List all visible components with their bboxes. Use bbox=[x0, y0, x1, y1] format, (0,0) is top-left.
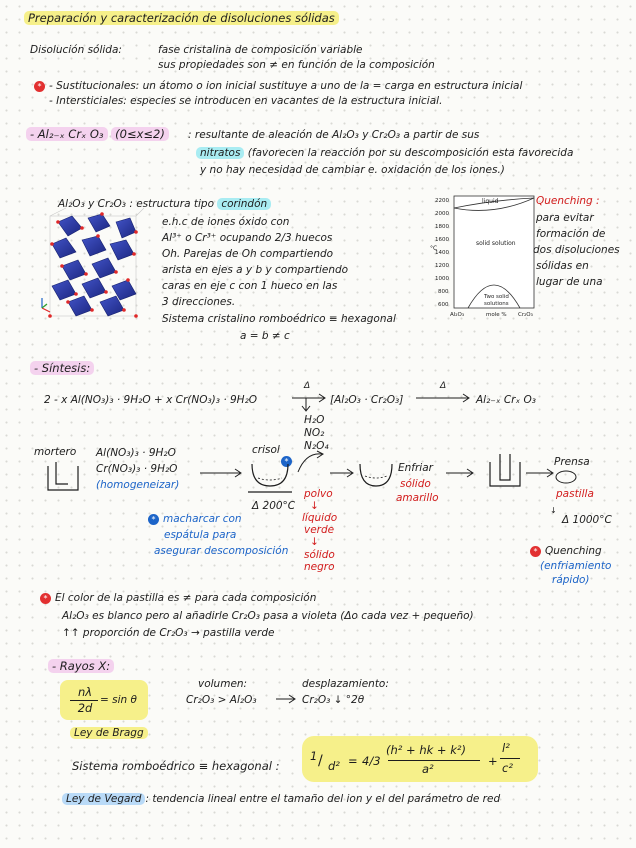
quenching-line1: para evitar bbox=[536, 212, 594, 224]
phase-solutions-label: solutions bbox=[484, 301, 509, 307]
ytick-label: 1200 bbox=[435, 263, 449, 269]
structure-line6: 3 direcciones. bbox=[162, 296, 236, 308]
phase-diagram bbox=[424, 190, 538, 330]
structure-lead: Al₂O₃ y Cr₂O₃ : estructura tipo corindón bbox=[58, 198, 271, 211]
arrow-down-small: ↓ bbox=[550, 506, 557, 515]
definition-line2: sus propiedades son ≠ en función de la composición bbox=[158, 59, 435, 71]
verde-label: verde bbox=[304, 524, 335, 536]
ytick-label: 1400 bbox=[435, 250, 449, 256]
solido-negro-1: sólido bbox=[304, 549, 335, 561]
quenching-line5: lugar de una bbox=[536, 276, 603, 288]
desplazamiento-relation: Cr₂O₃ ↓ °2θ bbox=[302, 694, 365, 706]
ytick-label: 2200 bbox=[435, 198, 449, 204]
formula-plus: + bbox=[488, 754, 498, 768]
formula-denominator: a² bbox=[422, 762, 434, 776]
formula-slash: / bbox=[318, 753, 323, 769]
macharcar-line3: asegurar descomposición bbox=[154, 545, 289, 557]
crisol-label: crisol bbox=[252, 444, 280, 456]
structure-line8: a = b ≠ c bbox=[240, 330, 290, 342]
sintesis-title: - Síntesis: bbox=[30, 362, 94, 375]
quenching-line3: dos disoluciones bbox=[533, 244, 620, 256]
structure-line3: Oh. Parejas de Oh compartiendo bbox=[162, 248, 334, 260]
temp-200: Δ 200°C bbox=[252, 500, 296, 512]
rayos-title: - Rayos X: bbox=[48, 660, 114, 673]
mortero-label: mortero bbox=[34, 446, 77, 458]
macharcar-line1: * macharcar con bbox=[148, 513, 242, 526]
compound-desc1: : resultante de aleación de Al₂O₃ y Cr₂O₃ a partir de sus bbox=[188, 129, 480, 141]
flow-arrow-curve bbox=[296, 450, 326, 474]
pastilla-icon bbox=[554, 470, 580, 484]
ytick-label: 600 bbox=[438, 302, 449, 308]
bragg-rhs: = sin θ bbox=[100, 694, 137, 706]
macharcar-line2: espátula para bbox=[164, 529, 237, 541]
definition-label: Disolución sólida: bbox=[30, 44, 122, 56]
flow-arrow-1 bbox=[200, 468, 244, 478]
note-star-icon: * bbox=[281, 455, 296, 468]
phase-solid-solution-label: solid solution bbox=[476, 240, 516, 247]
definition-line1: fase cristalina de composición variable bbox=[158, 44, 363, 56]
solido-amarillo-2: amarillo bbox=[396, 492, 439, 504]
phase-diagram-plot bbox=[454, 196, 534, 308]
xaxis-mid-label: mole % bbox=[486, 312, 507, 318]
color-line1: * El color de la pastilla es ≠ para cada composición bbox=[40, 592, 316, 605]
structure-line7: Sistema cristalino romboédrico ≡ hexagonal bbox=[162, 313, 396, 325]
color-line3: ↑↑ proporción de Cr₂O₃ → pastilla verde bbox=[62, 627, 275, 639]
crystal-structure-image bbox=[38, 208, 148, 328]
structure-line5: caras en eje c con 1 hueco en las bbox=[162, 280, 338, 292]
vegard-line: Ley de Vegard : tendencia lineal entre el tamaño del ion y el del parámetro de red bbox=[62, 793, 500, 806]
pastilla-label: pastilla bbox=[556, 488, 594, 500]
desplazamiento-label: desplazamiento: bbox=[302, 678, 389, 690]
enfriamiento-label: (enfriamiento bbox=[540, 560, 612, 572]
liquido-label: líquido bbox=[302, 512, 338, 524]
phase-yaxis-unit: °C bbox=[430, 245, 438, 252]
ytick-label: 800 bbox=[438, 289, 449, 295]
page-title: Preparación y caracterización de disoluciones sólidas bbox=[24, 12, 339, 25]
gas-h2o: H₂O bbox=[304, 414, 325, 426]
xaxis-right-label: Cr₂O₃ bbox=[518, 312, 533, 318]
formula-d2: d² bbox=[328, 759, 340, 773]
sistema-label: Sistema romboédrico ≡ hexagonal : bbox=[72, 759, 280, 773]
formula-one: 1 bbox=[310, 749, 318, 763]
quenching-line2: formación de bbox=[536, 228, 606, 240]
sustitucionales-line: * - Sustitucionales: un átomo o ion inicial sustituye a uno de la = carga en estructura inicial bbox=[34, 80, 522, 93]
quenching-line4: sólidas en bbox=[536, 260, 589, 272]
structure-line2: Al³⁺ o Cr³⁺ ocupando 2/3 huecos bbox=[162, 232, 333, 244]
formula-fraction-line bbox=[388, 760, 480, 761]
rapido-label: rápido) bbox=[552, 574, 590, 586]
formula-eq: = bbox=[348, 754, 358, 768]
eq-arrow-2 bbox=[416, 393, 472, 403]
volumen-relation: Cr₂O₃ > Al₂O₃ bbox=[186, 694, 257, 706]
formula-fraction-line-2 bbox=[500, 758, 520, 759]
synthesis-eq-mid: [Al₂O₃ · Cr₂O₃] bbox=[330, 394, 404, 406]
eq-delta-2: Δ bbox=[440, 381, 447, 391]
formula-c2: c² bbox=[502, 761, 513, 775]
volumen-label: volumen: bbox=[198, 678, 248, 690]
solido-negro-2: negro bbox=[304, 561, 335, 573]
arrow-down: ↓ bbox=[310, 536, 319, 548]
flow-arrow-3 bbox=[446, 468, 476, 478]
gas-no2: NO₂ bbox=[304, 427, 325, 439]
homogeneizar-label: (homogeneizar) bbox=[96, 479, 180, 491]
flow-arrow-4 bbox=[526, 468, 556, 478]
xaxis-left-label: Al₂O₃ bbox=[450, 312, 465, 318]
formula-43: 4/3 bbox=[362, 754, 381, 768]
ytick-label: 1600 bbox=[435, 237, 449, 243]
solido-amarillo-1: sólido bbox=[400, 478, 431, 490]
prensa-label: Prensa bbox=[554, 456, 590, 468]
bragg-denominator: 2d bbox=[77, 701, 93, 715]
bragg-numerator: nλ bbox=[77, 685, 93, 699]
ytick-label: 1800 bbox=[435, 224, 449, 230]
gas-release-arrow bbox=[300, 398, 314, 412]
formula-numerator: (h² + hk + k²) bbox=[386, 743, 466, 757]
eq-delta-1: Δ bbox=[304, 381, 311, 391]
ytick-label: 2000 bbox=[435, 211, 449, 217]
phase-liquid-label: liquid bbox=[482, 198, 499, 205]
enfriar-label: Enfriar bbox=[398, 462, 433, 474]
mortero-icon bbox=[44, 460, 84, 496]
reagent-cr: Cr(NO₃)₃ · 9H₂O bbox=[96, 463, 178, 475]
compound-desc3: y no hay necesidad de cambiar e. oxidación de los iones.) bbox=[200, 164, 505, 176]
ley-bragg-label: Ley de Bragg bbox=[70, 727, 148, 740]
temp-1000: Δ 1000°C bbox=[562, 514, 612, 526]
asterisk-bullet-icon: * bbox=[34, 81, 45, 92]
structure-line4: arista en ejes a y b y compartiendo bbox=[162, 264, 349, 276]
ytick-label: 1000 bbox=[435, 276, 449, 282]
synthesis-eq-right: Al₂₋ₓ Crₓ O₃ bbox=[476, 394, 536, 406]
mortero-icon-2 bbox=[486, 452, 526, 496]
arrow-down: ↓ bbox=[310, 500, 319, 512]
structure-line1: e.h.c de iones óxido con bbox=[162, 216, 290, 228]
gas-n2o4: N₂O₄ bbox=[304, 440, 329, 452]
compound-formula: - Al₂₋ₓ Crₓ O₃ (0≤x≤2) bbox=[26, 128, 169, 141]
crisol-icon-2 bbox=[356, 458, 396, 494]
rayos-arrow bbox=[276, 694, 298, 704]
intersticiales-line: - Intersticiales: especies se introducen en vacantes de la estructura inicial. bbox=[49, 95, 443, 107]
formula-l2: l² bbox=[502, 741, 510, 755]
color-line2: Al₂O₃ es blanco pero al añadirle Cr₂O₃ pasa a violeta (Δo cada vez + pequeño) bbox=[62, 610, 474, 622]
polvo-label: polvo bbox=[304, 488, 333, 500]
compound-desc2: nitratos (favorecen la reacción por su descomposición esta favorecida bbox=[196, 147, 573, 160]
flow-arrow-2 bbox=[330, 468, 356, 478]
crisol-icon bbox=[246, 458, 294, 498]
synthesis-eq-left: 2 - x Al(NO₃)₃ · 9H₂O + x Cr(NO₃)₃ · 9H₂O bbox=[44, 394, 258, 406]
reagent-al: Al(NO₃)₃ · 9H₂O bbox=[96, 447, 176, 459]
quenching-title: Quenching : bbox=[536, 195, 600, 207]
phase-two-solid-label: Two solid bbox=[484, 294, 509, 300]
quenching-step: * Quenching bbox=[530, 545, 602, 558]
